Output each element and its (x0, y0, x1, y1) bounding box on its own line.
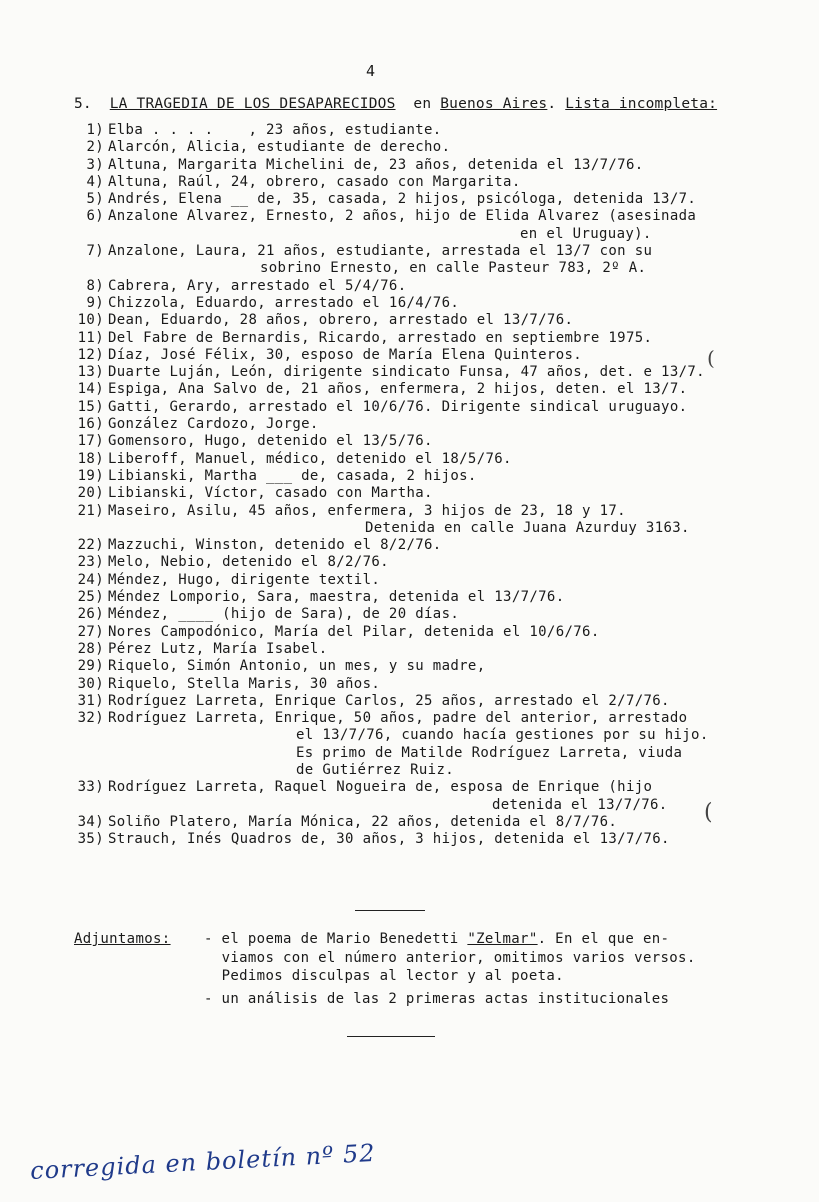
item-text: Pérez Lutz, María Isabel. (108, 640, 328, 657)
item-number: 15) (77, 398, 104, 415)
item-text: Gomensoro, Hugo, detenido el 13/5/76. (108, 433, 433, 450)
item-text: Maseiro, Asilu, 45 años, enfermera, 3 hijos de 23, 18 y 17. (108, 502, 626, 519)
item-continuation: Es primo de Matilde Rodríguez Larreta, viuda (296, 744, 683, 761)
item-text: Riquelo, Stella Maris, 30 años. (108, 675, 381, 692)
list-item (70, 831, 805, 848)
attachments-label: Adjuntamos: (74, 931, 171, 947)
list-item (70, 122, 805, 139)
item-text: Rodríguez Larreta, Enrique, 50 años, padre del anterior, arrestado (108, 710, 688, 727)
item-text: Andrés, Elena __ de, 35, casada, 2 hijos, psicóloga, detenida 13/7. (108, 191, 697, 208)
item-text: Liberoff, Manuel, médico, detenido el 18/5/76. (108, 450, 512, 467)
list-item (70, 676, 805, 693)
item-number: 1) (86, 122, 104, 138)
item-text: Anzalone, Laura, 21 años, estudiante, arrestada el 13/7 con su (108, 243, 653, 260)
list-item (70, 347, 805, 364)
item-number: 14) (77, 381, 104, 398)
list-item (70, 278, 805, 295)
list-item (70, 554, 805, 571)
item-number: 10) (77, 312, 104, 329)
divider (347, 1036, 435, 1037)
list-item (70, 814, 805, 831)
list-item (70, 485, 805, 502)
item-number: 26) (77, 606, 104, 623)
item-text: Méndez, ____ (hijo de Sara), de 20 días. (108, 606, 460, 623)
heading-place: Buenos Aires (440, 96, 548, 112)
item-continuation: sobrino Ernesto, en calle Pasteur 783, 2º A. (260, 260, 647, 277)
list-item (70, 658, 805, 675)
item-text: Méndez Lomporio, Sara, maestra, detenida el 13/7/76. (108, 589, 565, 606)
item-number: 23) (77, 554, 104, 571)
section-title: LA TRAGEDIA DE LOS DESAPARECIDOS (109, 96, 396, 112)
item-number: 27) (77, 623, 104, 640)
item-number: 32) (77, 710, 104, 727)
item-text: Libianski, Víctor, casado con Martha. (108, 485, 433, 502)
item-number: 30) (77, 675, 104, 692)
item-number: 19) (77, 467, 104, 484)
list-item (70, 451, 805, 468)
item-continuation: en el Uruguay). (520, 225, 652, 242)
item-number: 4) (86, 173, 104, 190)
item-number: 29) (77, 658, 104, 675)
list-item (70, 416, 805, 433)
item-continuation: de Gutiérrez Ruiz. (296, 761, 455, 778)
list-item (70, 312, 805, 329)
item-number: 35) (77, 831, 104, 848)
disappeared-list (70, 122, 805, 848)
item-text: Nores Campodónico, María del Pilar, detenida el 10/6/76. (108, 623, 600, 640)
item-number: 16) (77, 416, 104, 433)
item-number: 17) (77, 433, 104, 450)
poem-title: "Zelmar" (467, 931, 538, 947)
attachment-item: - un análisis de las 2 primeras actas institucionales (204, 991, 670, 1007)
page-number: 4 (366, 62, 376, 80)
item-text: Libianski, Martha ___ de, casada, 2 hijos. (108, 467, 477, 484)
attachment-text: Pedimos disculpas al lector y al poeta. (221, 968, 564, 984)
item-text: Rodríguez Larreta, Raquel Nogueira de, esposa de Enrique (hijo (108, 779, 653, 796)
list-item (70, 779, 805, 796)
item-text: Dean, Eduardo, 28 años, obrero, arrestado el 13/7/76. (108, 312, 574, 329)
item-text: Chizzola, Eduardo, arrestado el 16/4/76. (108, 294, 460, 311)
item-text: Alarcón, Alicia, estudiante de derecho. (108, 139, 451, 156)
item-text: Mazzuchi, Winston, detenido el 8/2/76. (108, 537, 442, 554)
item-continuation: detenida el 13/7/76. (492, 796, 668, 813)
item-number: 20) (77, 485, 104, 502)
section-heading (74, 96, 717, 112)
list-item (70, 174, 805, 191)
item-number: 7) (86, 243, 104, 260)
list-item (70, 710, 805, 727)
item-text: Altuna, Raúl, 24, obrero, casado con Margarita. (108, 173, 521, 190)
divider (355, 910, 425, 911)
item-text: González Cardozo, Jorge. (108, 416, 319, 433)
list-item (70, 468, 805, 485)
item-continuation: el 13/7/76, cuando hacía gestiones por su hijo. (296, 727, 709, 744)
list-item (70, 157, 805, 174)
list-item (70, 433, 805, 450)
list-item (70, 399, 805, 416)
item-number: 21) (77, 502, 104, 519)
item-text: Altuna, Margarita Michelini de, 23 años, detenida el 13/7/76. (108, 156, 644, 173)
item-text: Espiga, Ana Salvo de, 21 años, enfermera, 2 hijos, deten. el 13/7. (108, 381, 688, 398)
list-item (70, 641, 805, 658)
list-item (70, 381, 805, 398)
list-label: Lista incompleta: (565, 96, 718, 112)
item-text: Díaz, José Félix, 30, esposo de María Elena Quinteros. (108, 346, 583, 363)
item-text: Soliño Platero, María Mónica, 22 años, detenida el 8/7/76. (108, 813, 618, 830)
item-number: 25) (77, 589, 104, 606)
item-number: 11) (77, 329, 104, 346)
list-item (70, 606, 805, 623)
section-number: 5. (74, 96, 92, 112)
item-text: Méndez, Hugo, dirigente textil. (108, 571, 381, 588)
item-number: 12) (77, 346, 104, 363)
attachment-text: - el poema de Mario Benedetti (204, 931, 468, 947)
list-item (70, 191, 805, 208)
list-item (70, 139, 805, 156)
item-text: Riquelo, Simón Antonio, un mes, y su madre, (108, 658, 486, 675)
item-text: Cabrera, Ary, arrestado el 5/4/76. (108, 277, 407, 294)
item-number: 13) (77, 364, 104, 381)
attachment-text: . En el que en- (537, 931, 670, 947)
list-item (70, 208, 805, 225)
item-text: Rodríguez Larreta, Enrique Carlos, 25 años, arrestado el 2/7/76. (108, 692, 670, 709)
attachment-item (204, 930, 696, 986)
item-number: 28) (77, 640, 104, 657)
item-text: Duarte Luján, León, dirigente sindicato Funsa, 47 años, det. e 13/7. (108, 364, 705, 381)
list-item (70, 624, 805, 641)
item-continuation: Detenida en calle Juana Azurduy 3163. (365, 519, 690, 536)
item-number: 6) (86, 208, 104, 225)
heading-period: . (547, 96, 557, 112)
item-number: 5) (86, 191, 104, 208)
margin-mark: ( (707, 346, 715, 370)
item-number: 33) (77, 779, 104, 796)
item-text: Gatti, Gerardo, arrestado el 10/6/76. Dirigente sindical uruguayo. (108, 398, 688, 415)
attachment-text: viamos con el número anterior, omitimos varios versos. (221, 949, 696, 966)
list-item (70, 589, 805, 606)
item-number: 34) (77, 813, 104, 830)
handwritten-note: corregida en boletín nº 52 (29, 1138, 377, 1186)
item-number: 31) (77, 692, 104, 709)
list-item (70, 537, 805, 554)
item-number: 22) (77, 537, 104, 554)
list-item (70, 330, 805, 347)
item-text: Del Fabre de Bernardis, Ricardo, arrestado en septiembre 1975. (108, 329, 653, 346)
item-text: Elba . . . . , 23 años, estudiante. (108, 122, 442, 138)
item-number: 3) (86, 156, 104, 173)
item-text: Strauch, Inés Quadros de, 30 años, 3 hijos, detenida el 13/7/76. (108, 831, 670, 848)
list-item (70, 572, 805, 589)
margin-mark: ( (704, 800, 713, 825)
list-item (70, 243, 805, 260)
item-text: Anzalone Alvarez, Ernesto, 2 años, hijo de Elida Alvarez (asesinada (108, 208, 697, 225)
heading-connector: en (413, 96, 432, 112)
list-item (70, 693, 805, 710)
item-number: 8) (86, 277, 104, 294)
list-item (70, 503, 805, 520)
item-number: 18) (77, 450, 104, 467)
item-text: Melo, Nebio, detenido el 8/2/76. (108, 554, 389, 571)
item-number: 24) (77, 571, 104, 588)
item-number: 2) (86, 139, 104, 156)
item-number: 9) (86, 294, 104, 311)
list-item (70, 364, 805, 381)
list-item (70, 295, 805, 312)
